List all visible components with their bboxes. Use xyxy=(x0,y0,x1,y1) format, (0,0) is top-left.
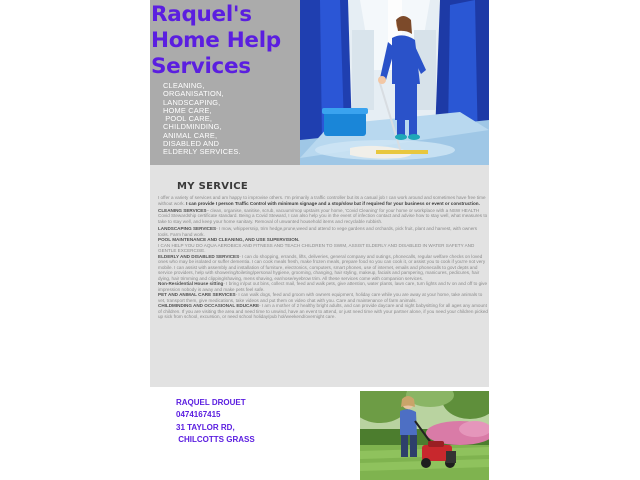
brand-title xyxy=(151,2,301,80)
intro-paragraph xyxy=(158,195,489,206)
services-summary-item: POOL CARE, xyxy=(163,114,213,124)
service-label: Non-Residential House sitting xyxy=(158,281,224,287)
services-summary-item: CLEANING, xyxy=(163,81,205,90)
contact-address: 31 TAYLOR RD, xyxy=(176,422,235,432)
services-summary-item: CHILDMINDING, xyxy=(163,122,222,132)
cleaner-photo xyxy=(300,0,489,165)
hero-title-panel xyxy=(150,0,300,165)
intro-bold-text: I can provide I person Traffic Control with minimum signage and a stop/slow bat if required for your business or event or construction. xyxy=(186,200,480,206)
service-text: - I can walk dogs, feed and groom with owners equipment, holiday care while you are away at your home, take animals to vet, transport them, give medications, take videos and put them on video chat with you. Care and maintenance of farm animals. xyxy=(158,292,483,303)
service-label: ELDERLY AND DISABLED SERVICES xyxy=(158,253,240,259)
brand-title-line: Raquel's xyxy=(151,2,252,27)
service-paragraph xyxy=(158,208,489,225)
services-summary-list xyxy=(163,82,299,157)
service-label: CLEANING SERVICES xyxy=(158,207,207,213)
flyer-page xyxy=(150,0,489,480)
contact-block xyxy=(176,397,255,446)
service-paragraph xyxy=(158,281,489,292)
service-paragraph xyxy=(158,226,489,237)
contact-suburb: CHILCOTTS GRASS xyxy=(176,434,255,444)
intro-text: I offer a variety of services and am happy to improvise others. I'm primarily a traffic controller but its a casual job I can work around and sometimes have free time without work. xyxy=(158,195,486,206)
service-paragraph xyxy=(158,303,489,320)
service-label: CHILDMINDING AND OCCASIONAL EDUCARE xyxy=(158,303,260,309)
service-paragraph xyxy=(158,254,489,282)
hero-section xyxy=(150,0,489,165)
service-text: - I am a mother of 2 healthy bright adults, and can provide daycare and night babysitting for all ages any amount of children. If you are visiting the area and need time to unwind, have an event to attend, or just need time with your partner alone, if you need your children picked up sick from school, excursion, or need school holiday/pub hol/weekend/overnight care. xyxy=(158,303,488,320)
lawn-mowing-photo xyxy=(360,391,489,480)
service-text: I CAN HELP YOU DO AQUA AEROBICS AND FITNESS AND TEACH CHILDREN TO SWIM, ASSIST ELDERLY AND DISABLED IN WATER SAFETY AND GENTLE EXCERCISE. xyxy=(158,242,475,254)
service-text: – clean, organise, sanitise, scrub, vacuum/mop upstairs your home, 'Covid Cleaning' for your home or workplace with a NSW HEALTH Covid Stewardship certificate standard. Being a Covid Steward, I can also help you in the event of infection contact and advise how to stay well, what measures to take to stay well, and keep your home sanitary. Removal of unwanted household items and recyclable rubbish. xyxy=(158,207,488,224)
brand-title-line: Services xyxy=(151,54,251,79)
service-label: PET AND ANIMAL CARE SERVICES xyxy=(158,292,236,298)
brand-title-line: Home Help xyxy=(151,28,281,53)
contact-name: RAQUEL DROUET xyxy=(176,398,246,407)
service-text: - I can do shopping, errands, lifts, deliveries, general company and outings, phonecalls, regular welfare checks on loved ones who may be isolated or suffer dementia. I can cook meals fresh, make frozen meals, prepare food so you can cook it, or assist you to cook if you're not very mobile. I can assist with assembly and installation of furniture, electronics, computers, smart phones, use of internet, emails and phonecalls to govt depts and service providers, help with showering/toileting/personal hygiene, grooming, changing, hair styling, makeup, facials and pampering, manicures, pedicures, hair dying, hair trimming and clipping/shaving, mens shaving, ear/nose/eyebrow trim. All these services come with companion services. xyxy=(158,253,486,281)
contact-phone: 0474167415 xyxy=(176,410,221,420)
service-paragraph xyxy=(158,292,489,303)
service-text: - I bring in/put out bins, collect mail, feed and walk pets, give attention, water plants, lawn care, turn lights and tv on and off to give impression nobody is away and make pets feel safe. xyxy=(158,281,488,292)
service-text: - I mow, whippersnip, trim hedge,prune,weed and attend to vege gardens and orchards, pick fruit, plant and harvest, with owners tools. Farm hand work. xyxy=(158,226,478,237)
section-title: MY SERVICE xyxy=(177,181,249,192)
service-label: POOL MAINTENANCE AND CLEANING, AND USE SUPERVISION. xyxy=(158,237,300,243)
service-description-text xyxy=(158,195,489,385)
services-summary-item: LANDSCAPING, xyxy=(163,97,221,107)
services-summary-item: ANIMAL CARE, xyxy=(163,130,218,140)
service-paragraph xyxy=(158,243,489,254)
services-summary-item: ELDERLY SERVICES. xyxy=(163,147,241,157)
services-summary-item: HOME CARE, xyxy=(163,105,212,115)
services-summary-item: DISABLED AND xyxy=(163,139,220,149)
services-summary-item: ORGANISATION, xyxy=(163,89,224,99)
service-label: LANDSCAPING SERVICES xyxy=(158,226,217,232)
